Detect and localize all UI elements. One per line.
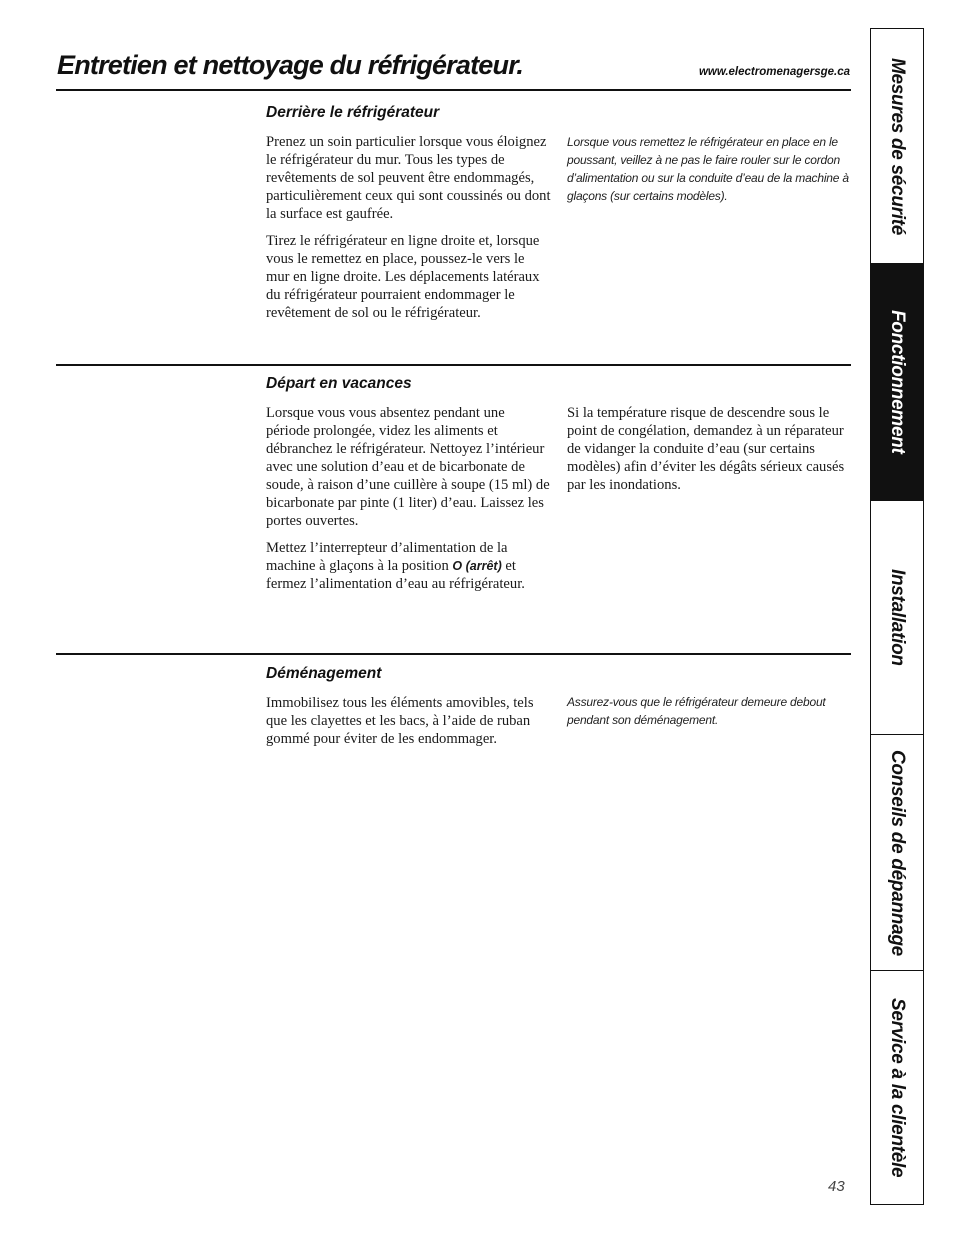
tab-installation[interactable] bbox=[871, 501, 923, 735]
tab-safety-label: Mesures de sécurité bbox=[887, 57, 908, 235]
vacation-p2-start: Mettez l’interrepteur d’alimentation de la machine à glaçons à la position bbox=[266, 540, 508, 574]
off-position-label: O (arrêt) bbox=[452, 559, 502, 573]
page-title: Entretien et nettoyage du réfrigérateur. bbox=[57, 50, 524, 80]
section-vacation-paragraph-2 bbox=[266, 539, 551, 593]
section-heading-moving: Déménagement bbox=[266, 665, 382, 682]
vacation-p2-end: et fermez l’alimentation d’eau au réfrigérateur. bbox=[266, 558, 525, 592]
section-moving-left-column bbox=[266, 694, 551, 757]
website-url[interactable]: www.electromenagersge.ca bbox=[698, 66, 850, 78]
section-behind-left-column bbox=[266, 133, 551, 331]
tab-troubleshooting-label: Conseils de dépannage bbox=[887, 749, 908, 956]
section-heading-behind: Derrière le réfrigérateur bbox=[266, 104, 440, 121]
tab-safety[interactable] bbox=[871, 29, 923, 264]
section-vacation-right-column bbox=[567, 404, 852, 503]
tab-troubleshooting[interactable] bbox=[871, 735, 923, 971]
section-divider-2 bbox=[56, 653, 851, 655]
page-number: 43 bbox=[828, 1178, 845, 1195]
tab-operation[interactable] bbox=[871, 264, 923, 501]
section-behind-note: Lorsque vous remettez le réfrigérateur en place en le poussant, veillez à ne pas le faire rouler sur le cordon d’alimentation ou sur la conduite d’eau de la machine à glaçons (sur certains modèles). bbox=[567, 135, 849, 203]
header-rule bbox=[56, 89, 851, 91]
section-vacation-paragraph-1: Lorsque vous vous absentez pendant une période prolongée, videz les aliments et débranchez le réfrigérateur. Nettoyez l’intérieur avec une solution d’eau et de bicarbonate de soude, à raison d’une cuillère à soupe (15 ml) de bicarbonate par pinte (1 liter) d’eau. Laissez les portes ouvertes. bbox=[266, 405, 550, 529]
side-tabs bbox=[870, 28, 924, 1205]
section-vacation-left-column bbox=[266, 404, 551, 602]
section-moving-note: Assurez-vous que le réfrigérateur demeure debout pendant son déménagement. bbox=[567, 695, 826, 727]
section-moving-paragraph: Immobilisez tous les éléments amovibles, tels que les clayettes et les bacs, à l’aide de ruban gommé pour éviter de les endommager. bbox=[266, 695, 534, 747]
section-behind-paragraph-1: Prenez un soin particulier lorsque vous éloignez le réfrigérateur du mur. Tous les types de revêtements de sol peuvent être endommagés, particulièrement ceux qui sont coussinés ou dont la surface est gaufrée. bbox=[266, 134, 551, 222]
tab-customer-service-label: Service à la clientèle bbox=[887, 997, 908, 1178]
section-heading-vacation: Départ en vacances bbox=[266, 375, 412, 392]
tab-installation-label: Installation bbox=[887, 569, 908, 666]
section-vacation-right-paragraph: Si la température risque de descendre sous le point de congélation, demandez à un réparateur de vidanger la conduite d’eau (sur certains modèles) afin d’éviter les dégâts sérieux causés par les inondations. bbox=[567, 405, 845, 493]
tab-operation-label: Fonctionnement bbox=[887, 310, 908, 454]
section-divider-1 bbox=[56, 364, 851, 366]
section-behind-paragraph-2: Tirez le réfrigérateur en ligne droite et, lorsque vous le remettez en place, poussez-le vers le mur en ligne droite. Les déplacements latéraux du réfrigérateur pourraient endommager le revêtement de sol ou le réfrigérateur. bbox=[266, 233, 540, 321]
tab-customer-service[interactable] bbox=[871, 971, 923, 1204]
